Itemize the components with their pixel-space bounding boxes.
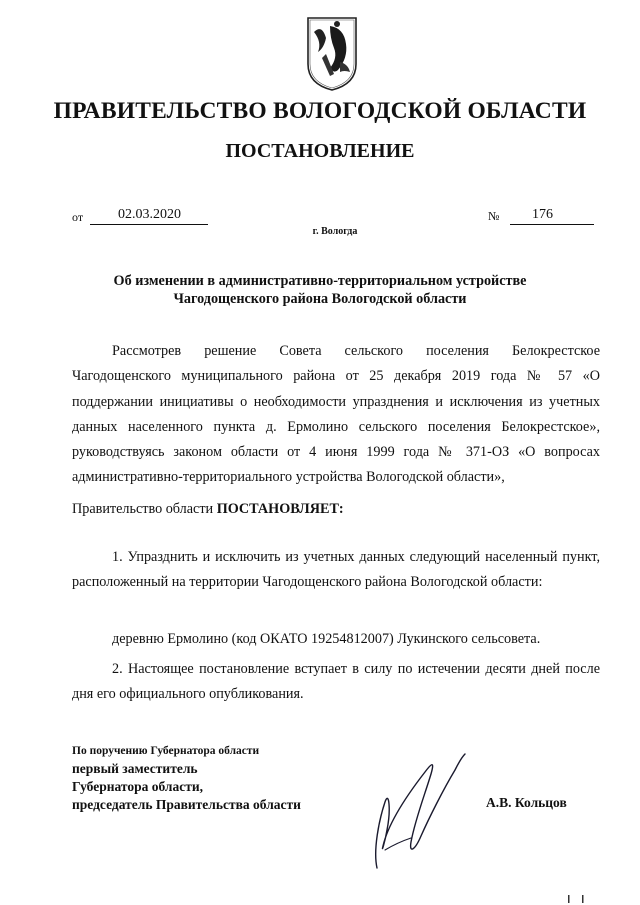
- item-1-detail: деревню Ермолино (код ОКАТО 19254812007) Лукинского сельсовета.: [112, 631, 541, 647]
- scan-marks: [568, 893, 598, 905]
- government-title: ПРАВИТЕЛЬСТВО ВОЛОГОДСКОЙ ОБЛАСТИ: [53, 98, 587, 124]
- document-type: ПОСТАНОВЛЕНИЕ: [225, 140, 415, 162]
- signer-name: А.В. Кольцов: [486, 795, 567, 810]
- signatory-line-3: Губернатора области,: [72, 779, 203, 794]
- signatory-position: [72, 742, 301, 814]
- date-prefix: от: [72, 210, 84, 224]
- number-prefix: №: [488, 209, 500, 223]
- signatory-line-2: первый заместитель: [72, 761, 198, 776]
- item-2: 2. Настоящее постановление вступает в силу по истечении десяти дней после дня его официального опубликования.: [72, 661, 600, 703]
- subject-line-1: Об изменении в административно-территориальном устройстве: [113, 273, 527, 289]
- date-value: 02.03.2020: [118, 207, 181, 222]
- subject-line-2: Чагодощенского района Вологодской области: [173, 291, 467, 307]
- date-field: [90, 207, 208, 225]
- document-subject: [60, 272, 580, 308]
- item-1: 1. Упразднить и исключить из учетных данных следующий населенный пункт, расположенный на территории Чагодощенского района Вологодской области:: [72, 549, 600, 591]
- number-value: 176: [532, 207, 553, 222]
- resolves-keyword: ПОСТАНОВЛЯЕТ:: [216, 501, 344, 517]
- city-label: г. Вологда: [312, 226, 358, 237]
- handwritten-signature-icon: [355, 750, 485, 875]
- signatory-line-4: председатель Правительства области: [72, 797, 301, 812]
- coat-of-arms-icon: [304, 14, 360, 92]
- number-field: [510, 207, 594, 225]
- resolves-line: [72, 497, 600, 522]
- signatory-line-1: По поручению Губернатора области: [72, 745, 260, 757]
- preamble-paragraph: Рассмотрев решение Совета сельского поселения Белокрестское Чагодощенского муниципального района от 25 декабря 2019 года № 57 «О поддержании инициативы о необходимости упразднения и исключения из учетных данных населенного пункта д. Ермолино сельского поселения Белокрестское», руководствуясь законом области от 4 июня 1999 года № 371-ОЗ «О вопросах административно-территориального устройства Вологодской области»,: [72, 343, 600, 486]
- resolves-prefix: Правительство области: [72, 501, 214, 517]
